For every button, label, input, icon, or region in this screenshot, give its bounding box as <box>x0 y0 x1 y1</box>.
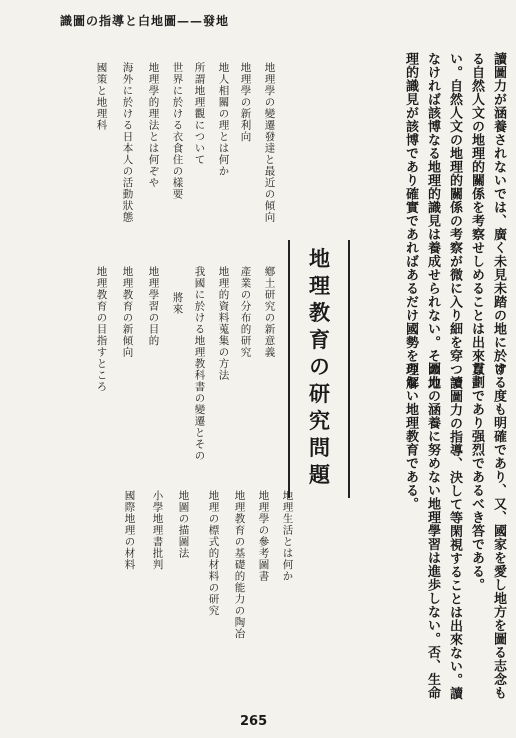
paragraph-top-line: 讀圖力が涵養されないでは、廣く未見未踏の地に於け <box>491 52 506 376</box>
topic-item: 國際地理の材料 <box>123 490 136 571</box>
topic-item: 地理學の參考圖書 <box>257 490 270 582</box>
topic-item: 地理教育の基礎的能力の陶冶 <box>233 490 246 640</box>
topic-item: 地理學的理法とは何ぞや <box>147 62 160 189</box>
topic-item: 地理學の變遷發達と最近の傾向 <box>263 62 276 223</box>
paragraph-right-line: する度も明確であり、又、國家を愛し地方を圖る志念も <box>491 362 506 700</box>
topic-item: 地理教育の新傾向 <box>121 266 134 358</box>
section-title: 地理教育の研究問題 <box>306 247 332 491</box>
topic-item: 鄕土研究の新意義 <box>263 266 276 358</box>
topic-item: 產業の分布的研究 <box>239 266 252 358</box>
page-number: 265 <box>240 714 268 729</box>
paragraph-top-line: なければ該博なる地理的識見は養成せられない。その地 <box>425 52 440 390</box>
topic-item: 地理學習の目的 <box>147 266 160 347</box>
topic-item: 國策と地理科 <box>95 62 108 131</box>
topic-item: 地理の標式的材料の研究 <box>207 490 220 617</box>
paragraph-right-line: 貫劃であり强烈であるべき答である。 <box>469 362 484 592</box>
topic-item: 小學地理書批判 <box>151 490 164 571</box>
title-box <box>288 240 350 498</box>
topic-item: 海外に於ける日本人の活動狀態 <box>121 62 134 223</box>
topic-item: 地理教育の目指すところ <box>95 266 108 393</box>
topic-item: 地理的資料蒐集の方法 <box>217 266 230 381</box>
topic-item: 地圖の描圖法 <box>177 490 190 559</box>
paragraph-top-line: い。自然人文の地理的關係の考察が微に入り細を穿つで <box>447 52 462 390</box>
topic-item: 地人相關の理とは何か <box>217 62 230 177</box>
topic-item: 地理學の新利向 <box>239 62 252 143</box>
paragraph-top-line: る自然人文の地理的關係を考察せしめることは出來な <box>469 52 484 376</box>
topic-item: 世界に於ける衣食住の樣要 <box>171 62 184 200</box>
paragraph-top-line: 理的識見が該博であり確實であればあるだけ國勢を理解 <box>403 52 418 390</box>
paragraph-right-line: 圖力の涵養に努めない地理學習は進歩しない。否、生命 <box>425 362 440 700</box>
topic-item: 將來 <box>171 292 184 315</box>
topic-item: 所謂地理觀について <box>193 62 206 166</box>
topic-item: 地理生活とは何か <box>281 490 294 582</box>
running-head: 識圖の指導と白地圖——發地 <box>60 14 230 28</box>
topic-item: 我國に於ける地理教科書の變遷とその <box>193 266 206 462</box>
paragraph-right-line: のない地理教育である。 <box>403 362 418 511</box>
paragraph-right-line: 讀圖力の指導、決して等閑視することは出來ない。讀 <box>447 376 462 700</box>
